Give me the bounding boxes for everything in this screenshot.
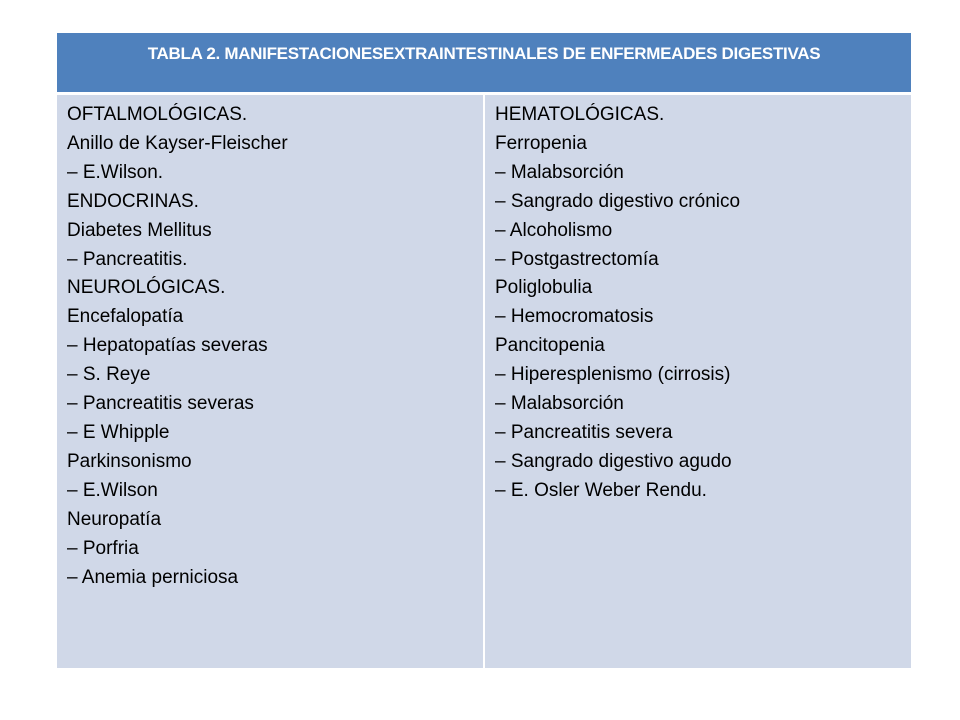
list-item: Parkinsonismo xyxy=(67,450,192,472)
list-item: OFTALMOLÓGICAS. xyxy=(67,104,248,125)
manifestations-table xyxy=(57,33,911,668)
list-item: – Pancreatitis. xyxy=(67,248,188,270)
left-column-list xyxy=(67,101,473,592)
list-item: – E. Osler Weber Rendu. xyxy=(495,479,707,501)
list-item: – Hiperesplenismo (cirrosis) xyxy=(495,364,731,386)
list-item: NEUROLÓGICAS. xyxy=(67,277,226,299)
right-column-list xyxy=(495,101,901,506)
list-item: – Postgastrectomía xyxy=(495,248,659,270)
list-item: – Malabsorción xyxy=(495,393,624,415)
list-item: Encefalopatía xyxy=(67,306,184,328)
list-item: – E Whipple xyxy=(67,421,170,443)
left-cell xyxy=(57,95,485,668)
list-item: – Sangrado digestivo crónico xyxy=(495,190,741,212)
right-cell xyxy=(485,95,911,668)
list-item: – Sangrado digestivo agudo xyxy=(495,450,732,472)
list-item: Pancitopenia xyxy=(495,335,605,357)
list-item: – Hepatopatías severas xyxy=(67,335,268,357)
list-item: Ferropenia xyxy=(495,132,587,154)
list-item: HEMATOLÓGICAS. xyxy=(495,104,665,125)
list-item: – Malabsorción xyxy=(495,161,624,183)
list-item: – Pancreatitis severas xyxy=(67,393,254,415)
list-item: – E.Wilson xyxy=(67,479,158,501)
list-item: – S. Reye xyxy=(67,364,151,386)
list-item: Neuropatía xyxy=(67,508,162,530)
table-body-row xyxy=(57,95,911,668)
table-header xyxy=(57,33,911,95)
list-item: Anillo de Kayser-Fleischer xyxy=(67,132,288,154)
list-item: – Anemia perniciosa xyxy=(67,566,239,588)
list-item: ENDOCRINAS. xyxy=(67,190,199,212)
list-item: – Hemocromatosis xyxy=(495,306,654,328)
list-item: Diabetes Mellitus xyxy=(67,219,212,241)
list-item: – Alcoholismo xyxy=(495,219,613,241)
list-item: – Pancreatitis severa xyxy=(495,421,673,443)
list-item: – E.Wilson. xyxy=(67,161,164,183)
list-item: Poliglobulia xyxy=(495,277,593,299)
table-title: TABLA 2. MANIFESTACIONESEXTRAINTESTINALES DE ENFERMEADES DIGESTIVAS xyxy=(147,44,821,63)
list-item: – Porfria xyxy=(67,537,139,559)
